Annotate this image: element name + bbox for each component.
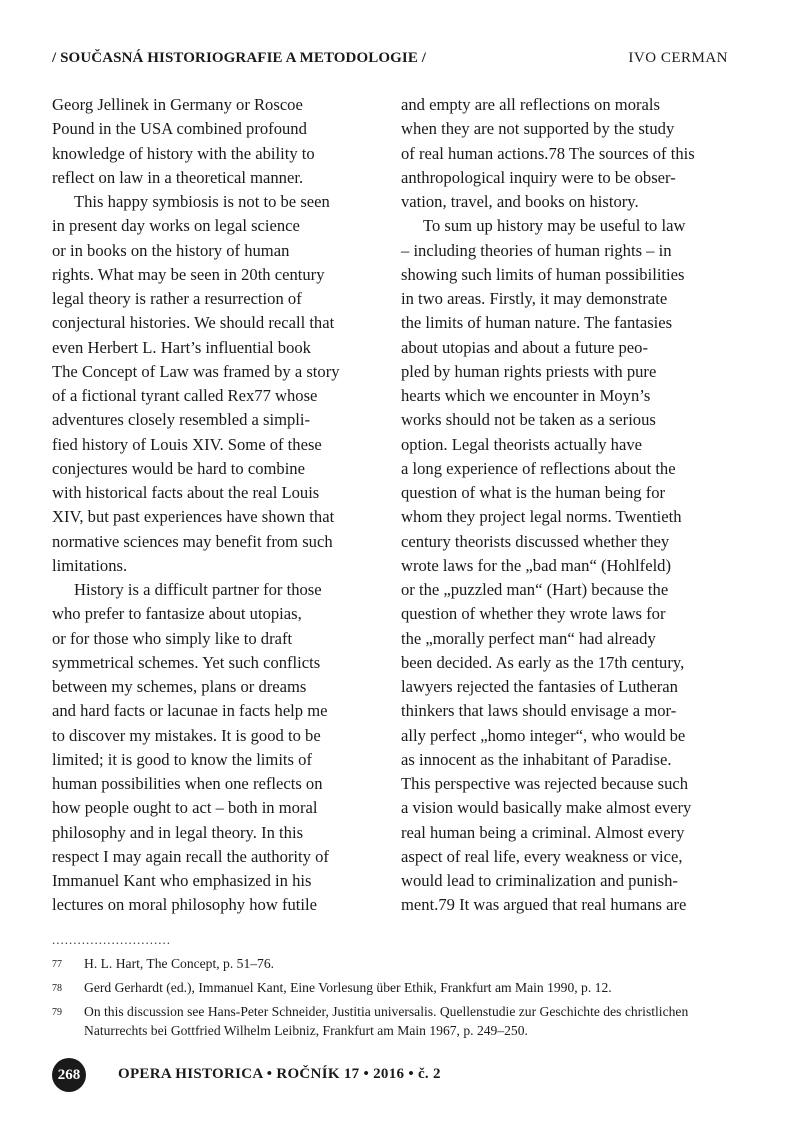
- text-line: when they are not supported by the study: [401, 119, 675, 139]
- text-line: between my schemes, plans or dreams: [52, 677, 307, 696]
- text-line: the „morally perfect man“ had already: [401, 628, 656, 648]
- text-line: whom they project legal norms. Twentieth: [401, 507, 682, 527]
- text-line: rights. What may be seen in 20th century: [52, 264, 325, 284]
- text-line: showing such limits of human possibilities: [401, 264, 685, 284]
- footnote: [52, 978, 732, 997]
- text-line: Georg Jellinek in Germany or Roscoe: [52, 95, 303, 114]
- text-line: History is a difficult partner for those: [74, 580, 322, 599]
- footnote-number: 78: [52, 983, 62, 994]
- text-line: lectures on moral philosophy how futile: [52, 895, 317, 915]
- text-line: or for those who simply like to draft: [52, 628, 293, 648]
- text-line: in present day works on legal science: [52, 216, 300, 236]
- text-line: real human being a criminal. Almost every: [401, 822, 685, 842]
- text-line: To sum up history may be useful to law: [423, 216, 686, 236]
- text-line: ally perfect „homo integer“, who would be: [401, 725, 686, 745]
- text-line: with historical facts about the real Louis: [52, 483, 320, 502]
- text-line: works should not be taken as a serious: [401, 410, 656, 430]
- journal-footer: OPERA HISTORICA • ROČNÍK 17 • 2016 • č. 2: [118, 1066, 441, 1082]
- footnote-separator: ............................: [52, 932, 171, 947]
- text-line: ment.79 It was argued that real humans are: [401, 895, 687, 915]
- section-title: / SOUČASNÁ HISTORIOGRAFIE A METODOLOGIE /: [52, 50, 427, 66]
- running-header: [52, 50, 728, 72]
- text-line: been decided. As early as the 17th century,: [401, 652, 685, 672]
- text-line: respect I may again recall the authority of: [52, 846, 329, 866]
- footnotes: [52, 954, 732, 1045]
- text-line: adventures closely resembled a simpli-: [52, 410, 311, 430]
- page-number-badge: 268: [52, 1058, 86, 1092]
- text-line: conjectures would be hard to combine: [52, 458, 305, 478]
- footnote: [52, 1002, 732, 1040]
- footnote: [52, 954, 732, 973]
- text-line: wrote laws for the „bad man“ (Hohlfeld): [401, 555, 672, 575]
- footnote-text: Gerd Gerhardt (ed.), Immanuel Kant, Eine Vorlesung über Ethik, Frankfurt am Main 1990, p. 12.: [84, 980, 612, 995]
- text-line: aspect of real life, every weakness or vice,: [401, 846, 683, 866]
- text-line: limitations.: [52, 555, 128, 575]
- footnote-text: On this discussion see Hans-Peter Schneider, Justitia universalis. Quellenstudie zur Geschichte des christlichen Naturrechts bei Gottfried Wilhelm Leibniz, Frankfurt am Main 1967, p. 249–250.: [84, 1004, 689, 1038]
- right-column: [401, 93, 729, 918]
- text-line: the limits of human nature. The fantasies: [401, 313, 673, 333]
- text-line: conjectural histories. We should recall that: [52, 313, 335, 333]
- text-line: pled by human rights priests with pure: [401, 361, 657, 381]
- text-line: a long experience of reflections about the: [401, 458, 676, 478]
- text-line: anthropological inquiry were to be obser-: [401, 167, 676, 187]
- text-line: even Herbert L. Hart’s influential book: [52, 337, 311, 357]
- text-line: The Concept of Law was framed by a story: [52, 361, 340, 381]
- text-line: lawyers rejected the fantasies of Lutheran: [401, 677, 678, 696]
- text-line: and empty are all reflections on morals: [401, 95, 660, 114]
- text-line: thinkers that laws should envisage a mor-: [401, 701, 677, 721]
- footnote-number: 77: [52, 959, 62, 970]
- text-line: century theorists discussed whether they: [401, 531, 670, 551]
- text-line: normative sciences may benefit from such: [52, 531, 333, 551]
- text-line: vation, travel, and books on history.: [401, 192, 639, 211]
- text-line: XIV, but past experiences have shown that: [52, 507, 335, 527]
- text-line: question of what is the human being for: [401, 483, 666, 502]
- text-line: of a fictional tyrant called Rex77 whose: [52, 386, 318, 405]
- text-line: symmetrical schemes. Yet such conflicts: [52, 652, 321, 672]
- text-line: This perspective was rejected because such: [401, 774, 689, 793]
- text-line: would lead to criminalization and punish-: [401, 871, 678, 890]
- text-line: limited; it is good to know the limits of: [52, 749, 312, 769]
- text-line: how people ought to act – both in moral: [52, 798, 318, 818]
- footnote-number: 79: [52, 1007, 62, 1018]
- text-line: legal theory is rather a resurrection of: [52, 289, 302, 308]
- text-line: who prefer to fantasize about utopias,: [52, 604, 302, 624]
- author-name: IVO CERMAN: [628, 50, 728, 66]
- left-column: [52, 93, 380, 918]
- text-line: philosophy and in legal theory. In this: [52, 822, 304, 842]
- text-line: in two areas. Firstly, it may demonstrate: [401, 289, 668, 308]
- text-line: human possibilities when one reflects on: [52, 774, 323, 793]
- text-line: Immanuel Kant who emphasized in his: [52, 871, 312, 890]
- text-line: – including theories of human rights – in: [401, 240, 672, 260]
- text-line: option. Legal theorists actually have: [401, 434, 642, 454]
- text-line: a vision would basically make almost every: [401, 798, 692, 818]
- text-line: and hard facts or lacunae in facts help me: [52, 701, 328, 721]
- text-line: fied history of Louis XIV. Some of these: [52, 434, 322, 454]
- text-line: or the „puzzled man“ (Hart) because the: [401, 580, 669, 599]
- text-line: as innocent as the inhabitant of Paradise.: [401, 749, 672, 769]
- text-line: This happy symbiosis is not to be seen: [74, 192, 330, 211]
- text-line: or in books on the history of human: [52, 240, 290, 260]
- text-line: knowledge of history with the ability to: [52, 143, 315, 163]
- text-line: about utopias and about a future peo-: [401, 337, 648, 357]
- text-line: question of whether they wrote laws for: [401, 604, 666, 624]
- text-line: reflect on law in a theoretical manner.: [52, 167, 304, 187]
- text-line: of real human actions.78 The sources of this: [401, 143, 695, 163]
- footnote-text: H. L. Hart, The Concept, p. 51–76.: [84, 956, 275, 971]
- text-line: Pound in the USA combined profound: [52, 119, 307, 139]
- text-line: hearts which we encounter in Moyn’s: [401, 386, 651, 405]
- text-line: to discover my mistakes. It is good to be: [52, 725, 321, 745]
